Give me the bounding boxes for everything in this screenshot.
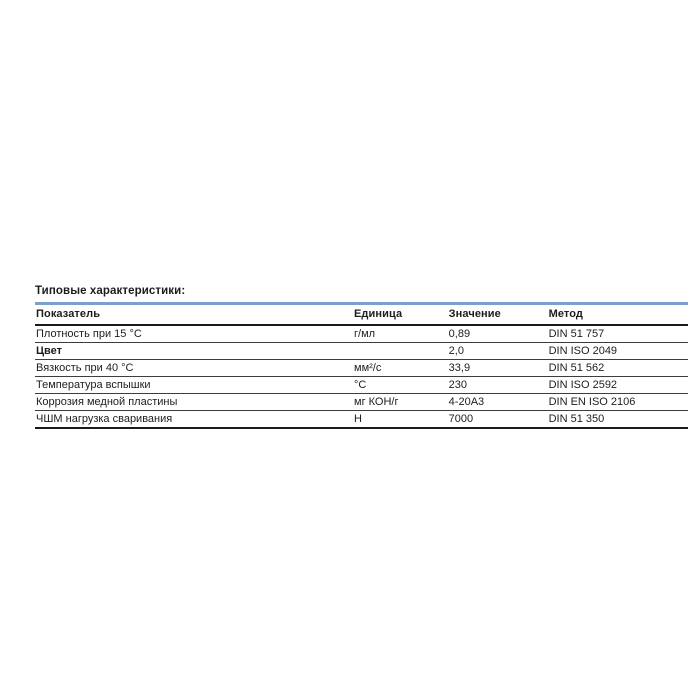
unit-cell: г/мл (353, 325, 448, 343)
value-cell: 230 (448, 377, 548, 394)
value-cell: 2,0 (448, 343, 548, 360)
column-header-unit: Единица (353, 305, 448, 325)
unit-cell: мг КОН/г (353, 394, 448, 411)
table-row (35, 394, 688, 411)
unit-cell (353, 343, 448, 360)
table-header-row (35, 305, 688, 325)
table-row (35, 411, 688, 429)
value-cell: 0,89 (448, 325, 548, 343)
unit-cell: мм²/с (353, 360, 448, 377)
typical-characteristics-section (35, 285, 688, 429)
method-cell: DIN 51 562 (548, 360, 688, 377)
indicator-cell: Вязкость при 40 °C (35, 360, 353, 377)
indicator-cell: Цвет (35, 343, 353, 360)
indicator-cell: Плотность при 15 °C (35, 325, 353, 343)
value-cell: 4-20A3 (448, 394, 548, 411)
value-cell: 33,9 (448, 360, 548, 377)
unit-cell: °C (353, 377, 448, 394)
value-cell: 7000 (448, 411, 548, 429)
section-title: Типовые характеристики: (35, 285, 186, 297)
method-cell: DIN 51 757 (548, 325, 688, 343)
unit-cell: Н (353, 411, 448, 429)
characteristics-table (35, 305, 688, 429)
indicator-cell: Коррозия медной пластины (35, 394, 353, 411)
table-row (35, 343, 688, 360)
indicator-cell: Температура вспышки (35, 377, 353, 394)
column-header-indicator: Показатель (35, 305, 353, 325)
table-row (35, 325, 688, 343)
table-row (35, 377, 688, 394)
indicator-cell: ЧШМ нагрузка сваривания (35, 411, 353, 429)
method-cell: DIN ISO 2049 (548, 343, 688, 360)
column-header-method: Метод (548, 305, 688, 325)
column-header-value: Значение (448, 305, 548, 325)
method-cell: DIN ISO 2592 (548, 377, 688, 394)
method-cell: DIN EN ISO 2106 (548, 394, 688, 411)
table-row (35, 360, 688, 377)
method-cell: DIN 51 350 (548, 411, 688, 429)
